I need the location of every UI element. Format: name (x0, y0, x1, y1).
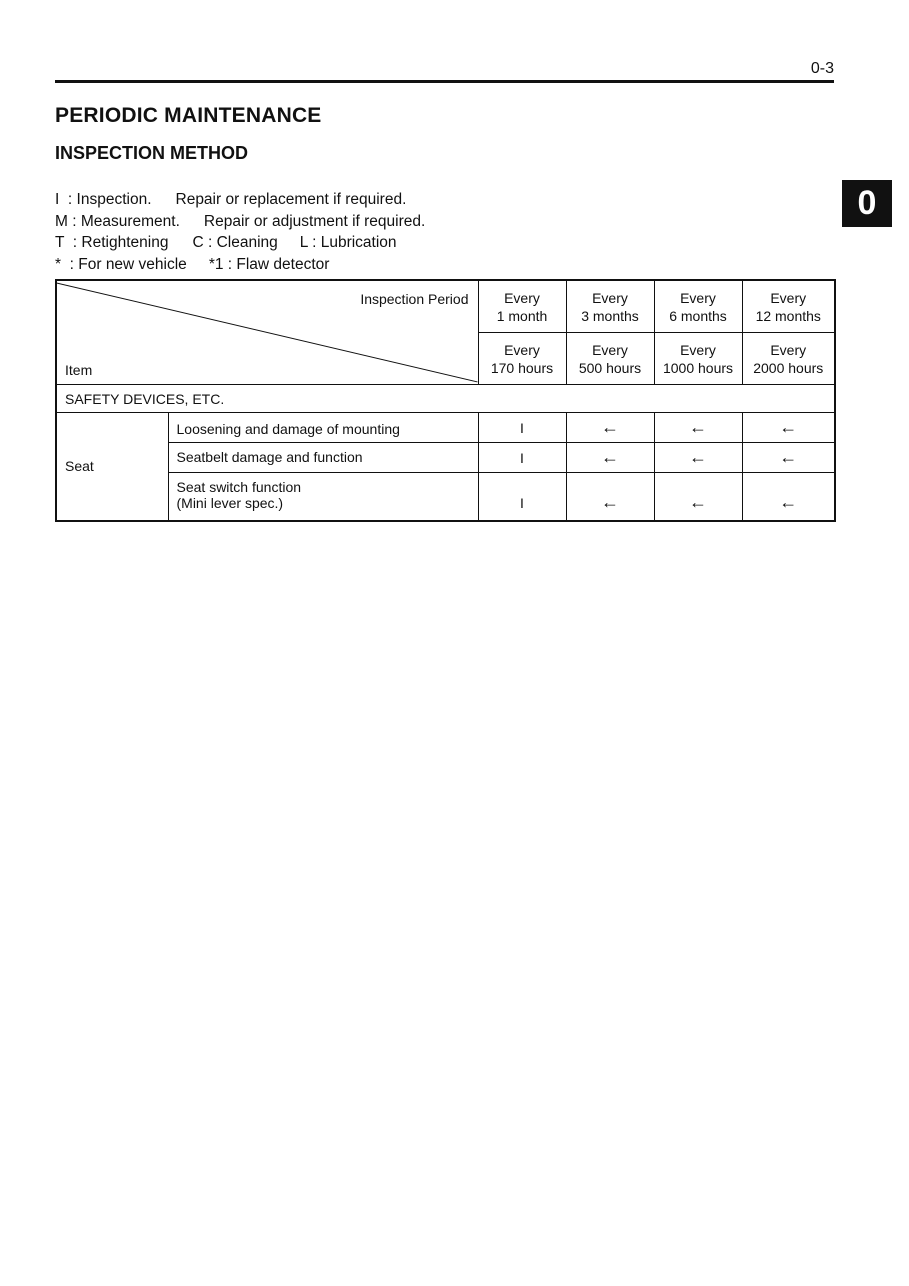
period-line: Every (680, 341, 716, 358)
period-hours-cell (654, 333, 742, 385)
inspection-period-label: Inspection Period (360, 291, 469, 307)
legend-text: *1 : Flaw detector (208, 255, 330, 273)
period-line: 170 hours (490, 359, 554, 376)
item-description: Loosening and damage of mounting (168, 413, 478, 443)
header-row-time (56, 280, 835, 333)
legend-text: T : Retightening (55, 234, 169, 251)
desc-line: Seat switch function (176, 479, 302, 495)
page-number: 0-3 (810, 60, 834, 77)
period-hours-cell (478, 333, 566, 385)
left-arrow-icon: ← (742, 473, 835, 521)
desc-line: (Mini lever spec.) (176, 495, 284, 511)
period-line: 1 month (496, 307, 548, 324)
legend (55, 189, 425, 275)
legend-text: C : Cleaning (192, 234, 278, 251)
period-line: 3 months (581, 307, 639, 324)
legend-text: M : Measurement. (55, 212, 180, 230)
period-line: Every (592, 341, 628, 358)
header-rule (55, 80, 834, 83)
item-description (168, 473, 478, 521)
left-arrow-icon: ← (654, 443, 742, 473)
period-line: Every (504, 289, 540, 306)
table-row (56, 443, 835, 473)
legend-row (55, 232, 425, 254)
period-line: Every (592, 289, 628, 306)
period-line: Every (504, 341, 540, 358)
mark-cell: I (478, 443, 566, 473)
legend-row (55, 211, 425, 233)
period-line: 12 months (755, 307, 821, 324)
section-tab: 0 (842, 180, 892, 227)
period-hours-cell (566, 333, 654, 385)
category-label: SAFETY DEVICES, ETC. (56, 385, 835, 413)
maintenance-table (55, 279, 836, 522)
left-arrow-icon: ← (566, 413, 654, 443)
left-arrow-icon: ← (654, 473, 742, 521)
period-line: 1000 hours (662, 359, 734, 376)
period-line: Every (680, 289, 716, 306)
left-arrow-icon: ← (566, 473, 654, 521)
group-label-seat: Seat (56, 413, 168, 521)
left-arrow-icon: ← (742, 413, 835, 443)
table-corner-cell (56, 280, 478, 385)
period-line: Every (770, 341, 807, 358)
legend-row (55, 254, 425, 276)
period-line: Every (770, 289, 807, 306)
category-row (56, 385, 835, 413)
left-arrow-icon: ← (566, 443, 654, 473)
mark-cell: I (478, 413, 566, 443)
table-row (56, 413, 835, 443)
period-time-cell (478, 280, 566, 333)
period-line: 500 hours (578, 359, 642, 376)
legend-text: I : Inspection. (55, 191, 152, 208)
period-line: 2000 hours (753, 359, 824, 376)
period-time-cell (566, 280, 654, 333)
section-subtitle: INSPECTION METHOD (55, 143, 249, 163)
table-row (56, 473, 835, 521)
legend-row (55, 189, 425, 211)
legend-text: L : Lubrication (299, 234, 397, 251)
legend-text: Repair or replacement if required. (175, 191, 407, 208)
period-time-cell (654, 280, 742, 333)
left-arrow-icon: ← (742, 443, 835, 473)
item-label: Item (65, 362, 93, 378)
left-arrow-icon: ← (654, 413, 742, 443)
page-title: PERIODIC MAINTENANCE (55, 104, 322, 127)
period-line: 6 months (669, 307, 727, 324)
legend-text: * : For new vehicle (55, 255, 187, 273)
item-description: Seatbelt damage and function (168, 443, 478, 473)
period-hours-cell (742, 333, 835, 385)
period-time-cell (742, 280, 835, 333)
mark-cell: I (478, 473, 566, 521)
legend-text: Repair or adjustment if required. (203, 212, 426, 230)
